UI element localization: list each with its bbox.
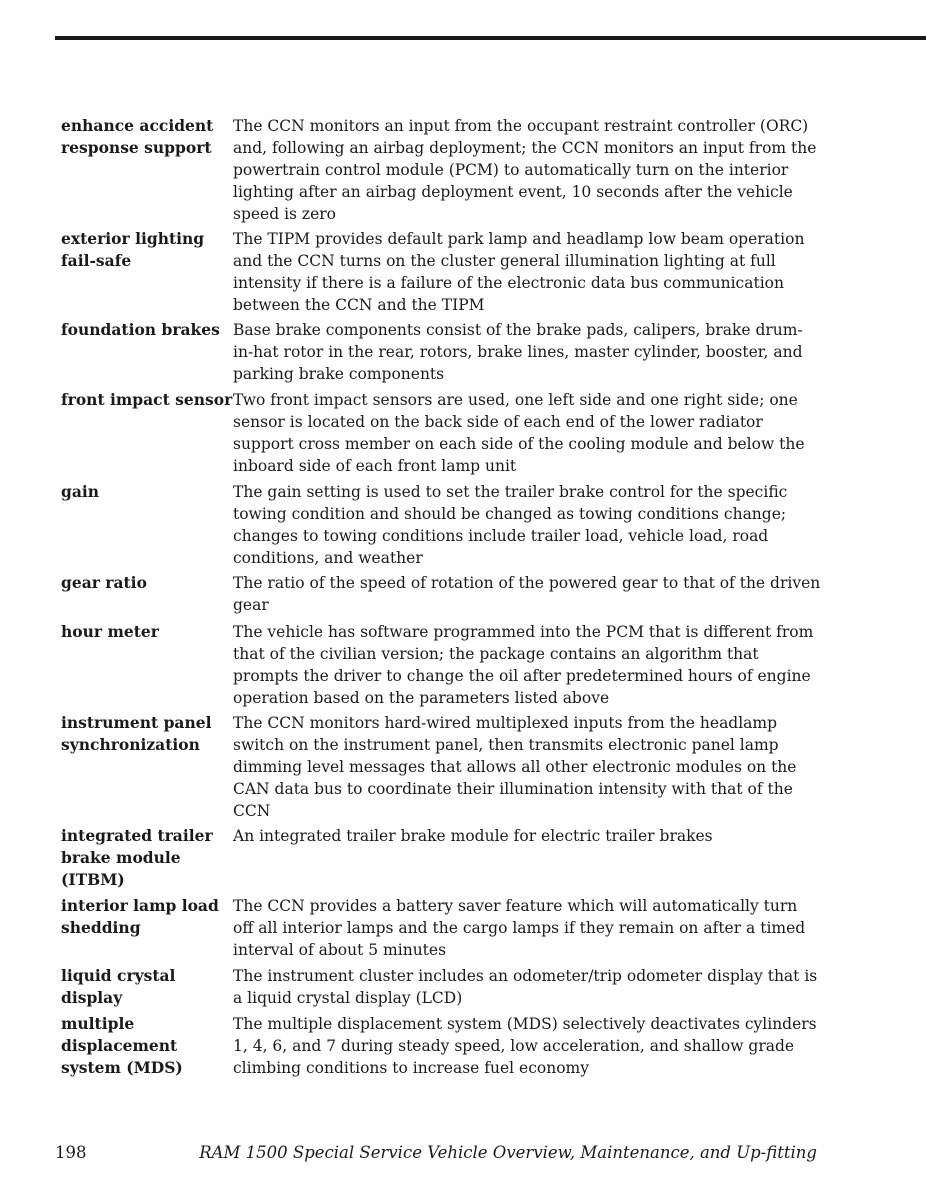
glossary-term: gain bbox=[61, 482, 100, 501]
glossary-term: integrated trailer brake module (ITBM) bbox=[61, 826, 213, 889]
glossary-entry bbox=[61, 621, 821, 712]
glossary-list bbox=[61, 115, 821, 1083]
glossary-definition: An integrated trailer brake module for electric trailer brakes bbox=[233, 827, 713, 845]
glossary-entry bbox=[61, 895, 821, 965]
page-footer bbox=[55, 1143, 817, 1167]
glossary-definition: The vehicle has software programmed into the PCM that is different from that of the civilian version; the package contains an algorithm that prompts the driver to change the oil after predetermined hours of engine operation based on the parameters listed above bbox=[233, 623, 814, 707]
glossary-definition: The ratio of the speed of rotation of the powered gear to that of the driven gear bbox=[233, 574, 821, 614]
glossary-entry bbox=[61, 115, 821, 228]
glossary-definition: The instrument cluster includes an odometer/trip odometer display that is a liquid crystal display (LCD) bbox=[233, 967, 818, 1007]
glossary-term: interior lamp load shedding bbox=[61, 896, 219, 937]
glossary-term: gear ratio bbox=[61, 573, 147, 592]
glossary-entry bbox=[61, 1013, 821, 1083]
glossary-term: hour meter bbox=[61, 622, 159, 641]
glossary-entry bbox=[61, 228, 821, 319]
glossary-entry bbox=[61, 319, 821, 389]
glossary-definition: The CCN monitors hard-wired multiplexed inputs from the headlamp switch on the instrument panel, then transmits electronic panel lamp dimming level messages that allows all other electronic modules on the CAN data bus to coordinate their illumination intensity with that of the CCN bbox=[233, 714, 797, 820]
glossary-definition: The TIPM provides default park lamp and headlamp low beam operation and the CCN turns on the cluster general illumination lighting at full intensity if there is a failure of the electronic data bus communication between the CCN and the TIPM bbox=[233, 230, 805, 314]
glossary-definition: Two front impact sensors are used, one left side and one right side; one sensor is located on the back side of each end of the lower radiator support cross member on each side of the cooling module and below the inboard side of each front lamp unit bbox=[233, 391, 805, 475]
glossary-definition: The CCN provides a battery saver feature which will automatically turn off all interior lamps and the cargo lamps if they remain on after a timed interval of about 5 minutes bbox=[233, 897, 806, 959]
glossary-definition: The multiple displacement system (MDS) selectively deactivates cylinders 1, 4, 6, and 7 during steady speed, low acceleration, and shallow grade climbing conditions to increase fuel economy bbox=[233, 1015, 817, 1077]
glossary-entry bbox=[61, 825, 821, 895]
glossary-entry bbox=[61, 572, 821, 621]
glossary-definition: The gain setting is used to set the trailer brake control for the specific towing condition and should be changed as towing conditions change; changes to towing conditions include trailer load, vehicle load, road conditions, and weather bbox=[233, 483, 788, 567]
glossary-entry bbox=[61, 965, 821, 1013]
glossary-term: multiple displacement system (MDS) bbox=[61, 1014, 183, 1077]
glossary-term: liquid crystal display bbox=[61, 966, 176, 1007]
glossary-definition: Base brake components consist of the brake pads, calipers, brake drum-in-hat rotor in the rear, rotors, brake lines, master cylinder, booster, and parking brake components bbox=[233, 321, 803, 383]
header-rule bbox=[55, 36, 926, 40]
glossary-definition: The CCN monitors an input from the occupant restraint controller (ORC) and, following an airbag deployment; the CCN monitors an input from the powertrain control module (PCM) to automatically turn on the interior lighting after an airbag deployment event, 10 seconds after the vehicle speed is zero bbox=[233, 117, 817, 223]
glossary-term: instrument panel synchronization bbox=[61, 713, 212, 754]
glossary-entry bbox=[61, 712, 821, 825]
glossary-entry bbox=[61, 481, 821, 572]
glossary-term: exterior lighting fail-safe bbox=[61, 229, 205, 270]
glossary-entry bbox=[61, 389, 821, 481]
glossary-term: enhance accident response support bbox=[61, 116, 214, 157]
book-title: RAM 1500 Special Service Vehicle Overview, Maintenance, and Up-fitting bbox=[199, 1143, 817, 1162]
page-number: 198 bbox=[55, 1143, 87, 1162]
glossary-term: front impact sensor bbox=[61, 390, 233, 409]
glossary-term: foundation brakes bbox=[61, 320, 220, 339]
